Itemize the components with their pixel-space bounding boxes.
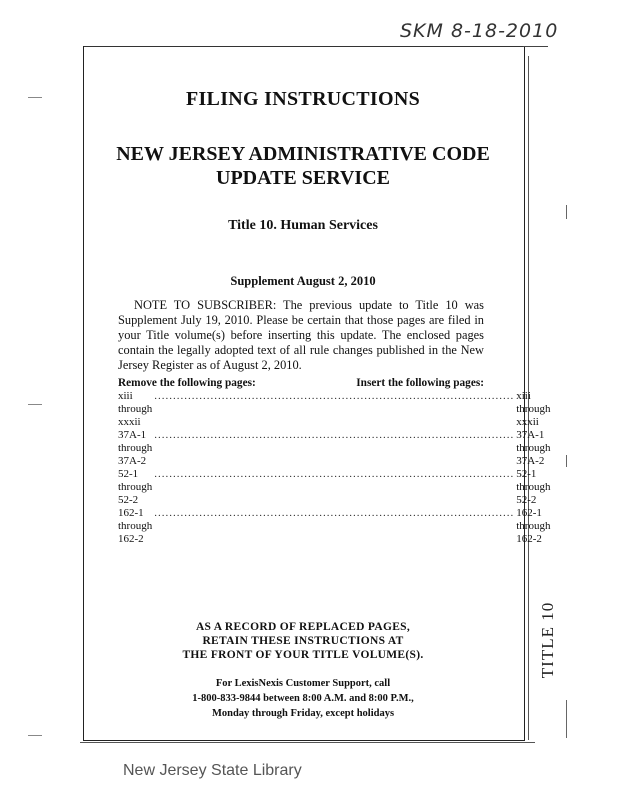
- insert-cell: 52-1 through 52-2: [516, 468, 551, 506]
- remove-cell: 52-1 through 52-2: [118, 468, 153, 506]
- service-heading: [83, 142, 523, 190]
- punch-hole-mark: [28, 735, 42, 736]
- table-row: [118, 507, 551, 546]
- table-row: [118, 390, 551, 429]
- remove-cell: 162-1 through 162-2: [118, 507, 153, 545]
- dot-leader: ................................................................................................: [154, 507, 515, 519]
- service-heading-line1: NEW JERSEY ADMINISTRATIVE CODE: [116, 143, 490, 165]
- insert-cell: 162-1 through 162-2: [516, 507, 551, 545]
- record-notice-line3: THE FRONT OF YOUR TITLE VOLUME(S).: [182, 649, 424, 661]
- bottom-border-line: [80, 742, 535, 743]
- scan-mark: [566, 455, 567, 467]
- record-notice-line1: AS A RECORD OF REPLACED PAGES,: [195, 621, 411, 633]
- dot-leader: ................................................................................................: [154, 429, 515, 441]
- remove-cell: xiii through xxxii: [118, 390, 153, 428]
- filing-instructions-heading: FILING INSTRUCTIONS: [185, 88, 421, 110]
- title-subheading: Title 10. Human Services: [228, 218, 378, 233]
- handwritten-initials-date: SKM 8-18-2010: [400, 20, 559, 42]
- library-stamp: New Jersey State Library: [123, 762, 302, 779]
- support-line2: 1-800-833-9844 between 8:00 A.M. and 8:00 P.M.,: [192, 693, 414, 704]
- dot-leader: ................................................................................................: [154, 468, 515, 480]
- pages-table-header: [118, 377, 484, 390]
- remove-cell: 37A-1 through 37A-2: [118, 429, 153, 467]
- pages-table: [118, 377, 551, 546]
- punch-hole-mark: [28, 404, 42, 405]
- table-row: [118, 468, 551, 507]
- dot-leader: ................................................................................................: [154, 390, 515, 402]
- customer-support-info: [83, 676, 523, 721]
- remove-header: Remove the following pages:: [118, 377, 256, 389]
- scan-mark: [566, 205, 567, 219]
- insert-cell: xiii through xxxii: [516, 390, 551, 428]
- insert-header: Insert the following pages:: [356, 377, 484, 389]
- record-notice: [83, 620, 523, 662]
- support-line1: For LexisNexis Customer Support, call: [215, 678, 391, 689]
- supplement-date: Supplement August 2, 2010: [230, 274, 376, 288]
- table-row: [118, 429, 551, 468]
- punch-hole-mark: [28, 97, 42, 98]
- service-heading-line2: UPDATE SERVICE: [216, 167, 390, 189]
- tab-top-border: [523, 46, 548, 47]
- scan-mark: [566, 700, 567, 738]
- record-notice-line2: RETAIN THESE INSTRUCTIONS AT: [202, 635, 404, 647]
- insert-cell: 37A-1 through 37A-2: [516, 429, 551, 467]
- support-line3: Monday through Friday, except holidays: [211, 708, 395, 719]
- note-to-subscriber: NOTE TO SUBSCRIBER: The previous update to Title 10 was Supplement July 19, 2010. Please be certain that those pages are filed in your Title volume(s) before inserting this update. The enclosed pages contain the legally adopted text of all rule changes published in the New Jersey Register as of August 2, 2010.: [118, 298, 484, 372]
- title-tab-label: TITLE 10: [538, 601, 557, 679]
